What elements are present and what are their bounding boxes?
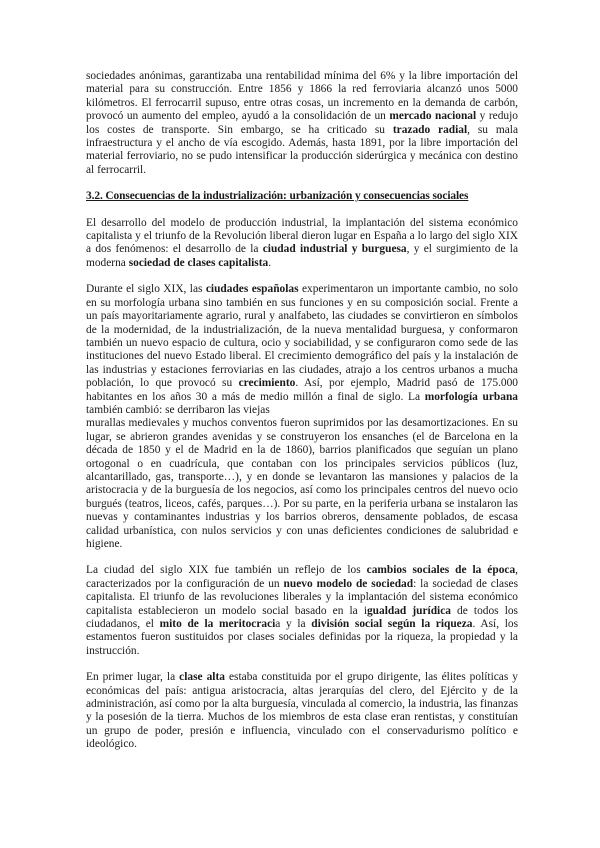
text-run: estaba constituida por el grupo dirigente, las élites políticas y económicas del país: antigua aristocracia, altas jerarquías del clero, del Ejército y de la administración, así como por la alta burguesía, vinculada al comercio, la industria, las finanzas y la posesión de la tierra. Muchos de los miembros de esta clase eran rentistas, y constituían un grupo de poder, presión e influencia, vinculado con el conservadurismo político e ideológico. — [86, 671, 518, 751]
bold-term: ciudad industrial y burguesa — [262, 243, 407, 256]
intro-paragraph — [86, 70, 518, 177]
text-run: y redujo los costes de transporte. Sin embargo, se ha criticado su — [86, 110, 518, 136]
text-run: también cambió: se derribaron las viejas — [86, 403, 270, 416]
bold-term: gualdad jurídica — [366, 604, 451, 617]
section-heading: 3.2. Consecuencias de la industrialización: urbanización y consecuencias sociales — [86, 190, 469, 203]
text-run: Durante el siglo XIX, las — [86, 283, 206, 296]
text-run: de todos los ciudadanos, el — [86, 604, 518, 631]
text-run: sociedades anónimas, garantizaba una rentabilidad mínima del 6% y la libre importación del material para su construcción. Entre 1856 y 1866 la red ferroviaria alcanzó unos 5000 kilómetros. El ferrocarril supuso, entre otras cosas, un incremento en la demanda de carbón, provocó un aumento del empleo, ayudó a la consolidación de un — [86, 70, 518, 123]
bold-term: morfología urbana — [424, 390, 518, 403]
text-run: . Así, los estamentos fueron sustituidos por clases sociales definidas por la riqueza, la propiedad y la instrucción. — [86, 618, 519, 657]
bold-term: ciudades españolas — [205, 283, 299, 296]
bold-term: nuevo modelo de sociedad — [283, 577, 414, 590]
bold-term: sociedad de clases capitalista — [128, 256, 269, 269]
bold-term: trazado radial — [392, 123, 468, 136]
text-run: El desarrollo del modelo de producción industrial, la implantación del sistema económico capitalista y el triunfo de la Revolución liberal dieron lugar en España a lo largo del siglo XIX a dos fenómenos: el desarrollo de la — [86, 216, 518, 256]
text-run: murallas medievales y muchos conventos fueron suprimidos por las desamortizaciones. En su lugar, se abrieron grandes avenidas y se construyeron los ensanches (el de Barcelona en la década de 1850 y el de Madrid en la de 1860), barrios planificados que seguían un plano ortogonal o en cuadrícula, que contaban con los principales servicios públicos (luz, alcantarillado, gas, transporte…), y en donde se levantaron las mansiones y palacios de la aristocracia y de la burguesía de los negocios, así como los principales centros del nuevo ocio burgués (teatros, liceos, cafés, parques…). Por su parte, en la periferia urbana se instalaron las nuevas y contaminantes industrias y los barrios obreros, densamente poblados, de escasa calidad urbanística, con nulos servicios y con unas deficientes condiciones de salubridad e higiene. — [86, 417, 518, 550]
text-run: . — [268, 256, 272, 269]
page-content — [86, 70, 518, 752]
text-run: : la sociedad de clases capitalista. El triunfo de las revoluciones liberales y la implantación del sistema económico capitalista establecieron un modelo social basado en la i — [86, 577, 519, 617]
paragraph-3 — [86, 564, 518, 658]
paragraph-2 — [86, 283, 518, 417]
text-run: En primer lugar, la — [86, 671, 180, 684]
paragraph-2-continued — [86, 417, 518, 551]
text-run: , y el surgimiento de la moderna — [86, 243, 519, 269]
bold-term: clase alta — [179, 671, 225, 684]
text-run: a y la — [275, 618, 312, 631]
text-run: experimentaron un importante cambio, no solo en su morfología urbana sino también en sus funciones y en su composición social. Frente a un país mayoritariamente agrario, rural y analfabeto, las ciudades se convirtieron en símbolos de la modernidad, de la industrialización, de la nueva mentalidad burguesa, y conformaron también un nuevo espacio de cultura, ocio y sociabilidad, y se configuraron como sede de las instituciones del nuevo Estado liberal. El crecimiento demográfico del país y la instalación de las industrias y estaciones ferroviarias en las ciudades, atrajo a los centros urbanos a mucha población, lo que provocó su — [86, 283, 518, 390]
text-run: La ciudad del siglo XIX fue también un reflejo de los — [86, 564, 367, 577]
text-run: , caracterizados por la configuración de un — [86, 564, 519, 590]
bold-term: cambios sociales de la época — [366, 564, 516, 577]
bold-term: mercado nacional — [389, 110, 477, 123]
bold-term: mito de la meritocraci — [159, 618, 276, 631]
text-run: , su mala infraestructura y el ancho de vía escogido. Además, hasta 1891, por la libre importación del material ferroviario, no se pudo intensificar la producción siderúrgica y mecánica con destino al ferrocarril. — [86, 123, 518, 176]
paragraph-4 — [86, 671, 518, 751]
text-run: . Así, por ejemplo, Madrid pasó de 175.000 habitantes en los años 30 a más de medio millón a final de siglo. La — [86, 377, 518, 403]
bold-term: crecimiento — [238, 377, 296, 390]
paragraph-1 — [86, 217, 518, 271]
bold-term: división social según la riqueza — [311, 618, 473, 631]
